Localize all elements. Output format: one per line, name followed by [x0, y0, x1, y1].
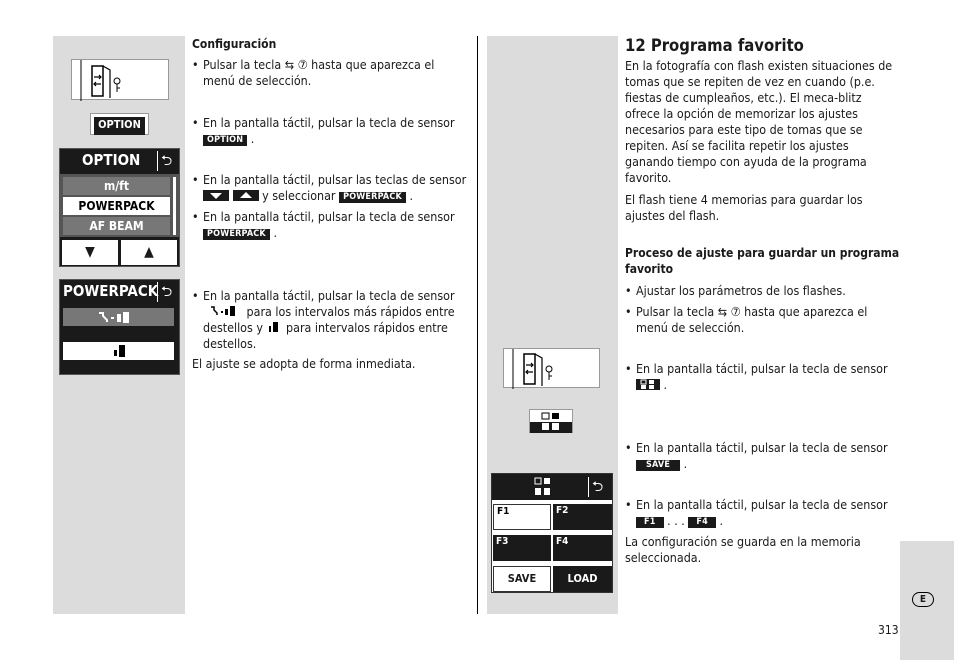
memory-f4[interactable]: F4: [553, 535, 612, 561]
mode-key-icon: [504, 349, 601, 389]
fast-interval-icon: [63, 308, 174, 326]
procedure-heading: Proceso de ajuste para guardar un programa favorito: [625, 246, 900, 276]
fast-interval-option[interactable]: [63, 308, 174, 326]
right-bullet-5: • En la pantalla táctil, pulsar la tecla de sensor F1 . . . F4 .: [625, 497, 895, 529]
mode-key-icon: [72, 60, 170, 101]
powerpack-screen: [59, 279, 180, 375]
left-bullet-1: • Pulsar la tecla ⇆ ⑦ hasta que aparezca el menú de selección.: [192, 57, 468, 89]
option-softkey-label: OPTION: [94, 117, 145, 135]
left-bullet-4: • En la pantalla táctil, pulsar la tecla de sensor POWERPACK .: [192, 209, 468, 241]
option-chip: OPTION: [203, 135, 247, 146]
load-button[interactable]: LOAD: [553, 566, 612, 592]
memory-f1[interactable]: F1: [493, 504, 551, 530]
page-number: 313: [878, 623, 899, 637]
left-bullet-2: • En la pantalla táctil, pulsar la tecla de sensor OPTION .: [192, 115, 468, 147]
rapid-interval-icon: [63, 342, 174, 360]
fast-interval-inline-icon: [203, 305, 243, 317]
f1-chip: F1: [636, 517, 664, 528]
option-softkey[interactable]: [90, 113, 149, 135]
arrow-down-button[interactable]: ▼: [62, 240, 118, 265]
favorite-screen: [491, 473, 613, 593]
powerpack-chip: POWERPACK: [203, 229, 270, 240]
favorite-softkey[interactable]: [529, 409, 573, 433]
arrow-up-button[interactable]: ▲: [121, 240, 177, 265]
down-arrow-icon: [203, 190, 229, 201]
scrollbar[interactable]: [173, 177, 176, 235]
mode-key-illustration: [71, 59, 169, 100]
back-icon[interactable]: ⮌: [157, 282, 177, 302]
back-icon[interactable]: ⮌: [588, 477, 603, 497]
right-bullet-3: • En la pantalla táctil, pulsar la tecla de sensor .: [625, 361, 895, 393]
rapid-interval-inline-icon: [266, 321, 282, 333]
option-screen-title: OPTION: [82, 151, 141, 169]
section-heading-configuracion: Configuración: [192, 37, 277, 51]
page-title: 12 Programa favorito: [625, 36, 804, 55]
left-bullet-5: • En la pantalla táctil, pulsar la tecla de sensor para los intervalos más rápidos entre destellos y para intervalos rápidos entre destellos.: [192, 288, 472, 352]
intro-paragraph: En la fotografía con flash existen situaciones de tomas que se repiten de vez en cuando (p.e. fiestas de cumpleaños, etc.). El meca-blitz ofrece la opción de memorizar los ajustes necesarios para este tipo de tomas que se repiten. Así se facilita repetir los ajustes ganando tiempo con ayuda de la programa favorito.: [625, 58, 893, 185]
back-icon[interactable]: ⮌: [157, 151, 177, 171]
menu-item-af-beam[interactable]: AF BEAM: [63, 217, 170, 235]
center-divider: [477, 36, 478, 614]
favorite-icon: [532, 476, 556, 498]
menu-item-powerpack[interactable]: POWERPACK: [63, 197, 170, 215]
left-bullet-3: • En la pantalla táctil, pulsar las teclas de sensor y seleccionar POWERPACK .: [192, 172, 472, 204]
memories-paragraph: El flash tiene 4 memorias para guardar los ajustes del flash.: [625, 192, 863, 223]
powerpack-screen-title: POWERPACK: [63, 282, 159, 300]
rapid-interval-option[interactable]: [63, 342, 174, 360]
mode-key-illustration-right: [503, 348, 600, 388]
language-badge: E: [912, 592, 934, 607]
right-bullet-2: • Pulsar la tecla ⇆ ⑦ hasta que aparezca el menú de selección.: [625, 304, 895, 336]
right-bullet-1: • Ajustar los parámetros de los flashes.: [625, 283, 895, 299]
f4-chip: F4: [688, 517, 716, 528]
memory-f2[interactable]: F2: [553, 504, 612, 530]
favorite-screen-header: [492, 474, 612, 500]
closing-paragraph: La configuración se guarda en la memoria seleccionada.: [625, 534, 861, 565]
save-button[interactable]: SAVE: [493, 566, 551, 592]
powerpack-chip: POWERPACK: [339, 192, 406, 203]
left-note: El ajuste se adopta de forma inmediata.: [192, 356, 416, 371]
up-arrow-icon: [233, 190, 259, 201]
option-menu-screen: [59, 148, 180, 267]
favorite-chip-icon: [636, 379, 660, 390]
right-bullet-4: • En la pantalla táctil, pulsar la tecla de sensor SAVE .: [625, 440, 895, 472]
memory-f3[interactable]: F3: [493, 535, 551, 561]
favorite-icon: [530, 410, 572, 432]
menu-item-mft[interactable]: m/ft: [63, 177, 170, 195]
save-chip: SAVE: [636, 460, 680, 471]
